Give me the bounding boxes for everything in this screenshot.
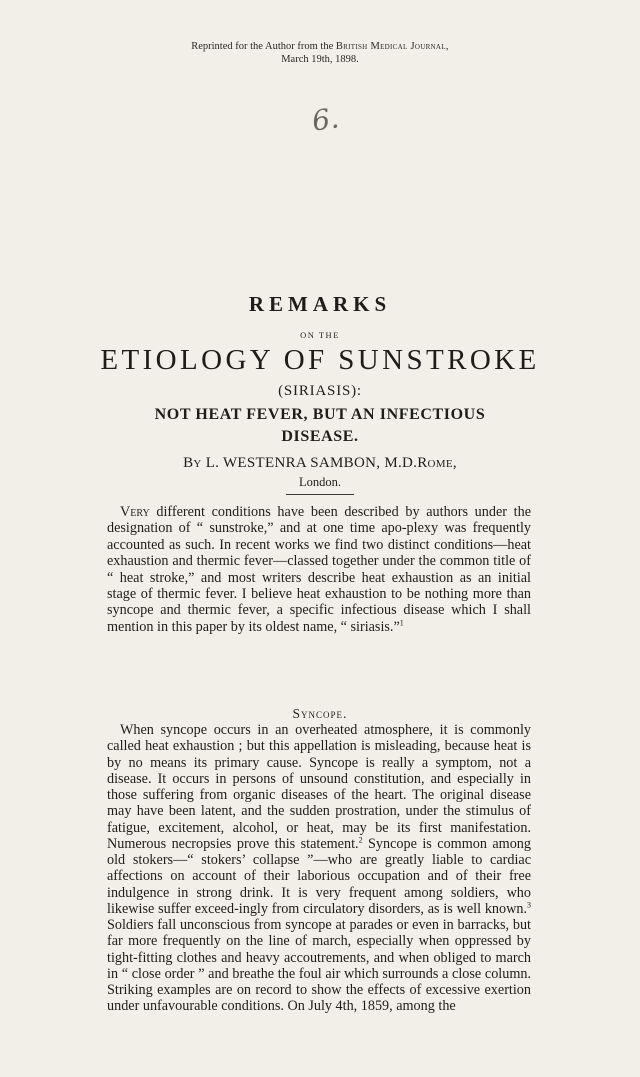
- main-title: ETIOLOGY OF SUNSTROKE: [100, 344, 540, 376]
- subtitle-line-1: NOT HEAT FEVER, BUT AN INFECTIOUS: [154, 406, 486, 423]
- paragraph-lead-word: Very: [120, 504, 150, 520]
- author-city: London.: [298, 475, 341, 489]
- footnote-ref-1: 1: [399, 618, 404, 628]
- author-byline: [0, 455, 640, 472]
- byline-by: By: [183, 455, 202, 471]
- alt-name: (SIRIASIS):: [278, 383, 362, 399]
- paragraph-intro-text: different conditions have been described by authors under the designation of “ sunstroke,” and at one time apo-plexy was frequently accounted as such. In recent works we find two distinct conditions—heat exhaustion and thermic fever—classed together under the common title of “ heat stroke,” and most writers describe heat exhaustion as an initial stage of thermic fever. I believe heat exhaustion to be nothing more than syncope and thermic fever, a specific infectious disease which I shall mention in this paper by its oldest name, “ siriasis.”: [107, 504, 531, 635]
- handwritten-mark: 6.: [309, 101, 341, 138]
- author-degree-place: Rome,: [417, 455, 457, 471]
- section-heading-syncope: Syncope.: [292, 706, 348, 721]
- paragraph-syncope: [107, 722, 531, 1015]
- reprint-date: March 19th, 1898.: [281, 54, 359, 65]
- reprint-line-1: [0, 40, 640, 53]
- footnote-ref-3: 3: [527, 900, 531, 910]
- paragraph-syncope-text-c: Soldiers fall unconscious from syncope at parades or even in barracks, but far more frequently on the line of march, especially when oppressed by tight-fitting clothes and heavy accoutrements, and when obliged to march in “ close order ” and breathe the foul air which surrounds a close column. Striking examples are on record to show the effects of excessive exertion under unfavourable conditions. On July 4th, 1859, among the: [107, 917, 531, 1015]
- remarks-heading: REMARKS: [248, 292, 392, 316]
- footnote-ref-2: 2: [358, 835, 363, 845]
- subtitle-line-2: DISEASE.: [281, 428, 359, 445]
- on-the-label: ON THE: [300, 330, 340, 340]
- paragraph-syncope-text-b: Syncope is common among old stokers—“ stokers’ collapse ”—who are greatly liable to cardiac affections on account of their laborious occupation and of their free indulgence in strong drink. It is very frequent among soldiers, who likewise suffer exceed-ingly from circulatory disorders, as is well known.: [107, 835, 531, 917]
- reprint-prefix: Reprinted for the Author from the: [191, 41, 334, 52]
- paragraph-intro: [107, 504, 531, 635]
- author-name: L. WESTENRA SAMBON, M.D.: [205, 455, 418, 471]
- divider-rule: [286, 494, 354, 495]
- paragraph-syncope-text-a: When syncope occurs in an overheated atmosphere, it is commonly called heat exhaustion ; but this appellation is misleading, because heat is by no means its primary cause. Syncope is really a symptom, not a disease. It occurs in persons of unsound constitution, and especially in those suffering from organic diseases of the heart. The original disease may have been latent, and the sudden prostration, under the stimulus of fatigue, excitement, alcohol, or heat, may be its first manifestation. Numerous necropsies prove this statement.: [107, 722, 531, 852]
- reprint-notice: [0, 40, 640, 66]
- journal-name: British Medical Journal,: [335, 41, 449, 52]
